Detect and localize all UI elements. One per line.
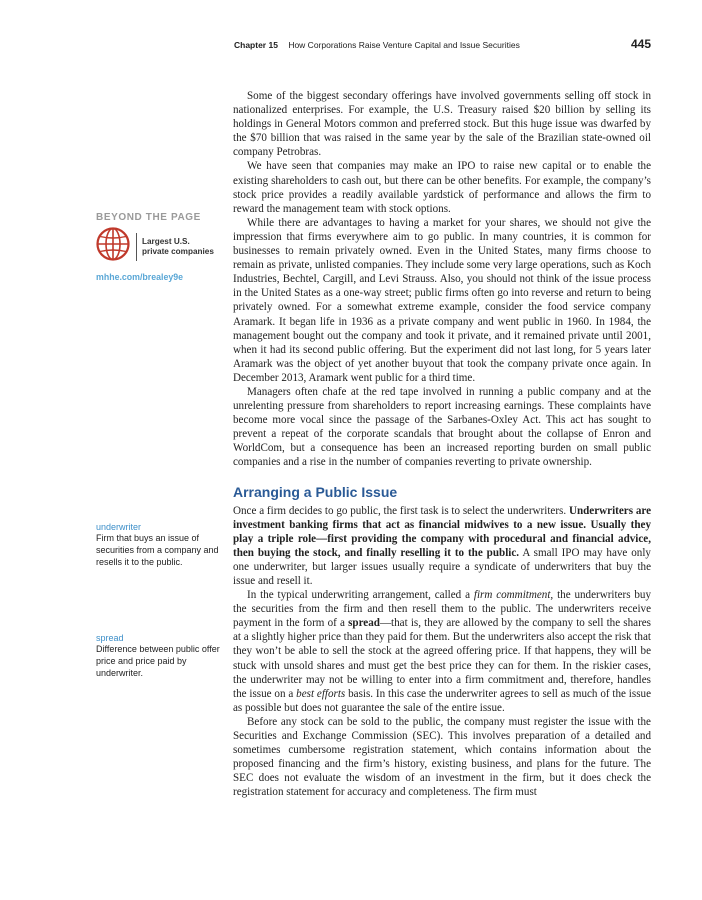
globe-icon — [96, 227, 130, 266]
beyond-the-page-label-line1: Largest U.S. — [142, 236, 190, 246]
page-number: 445 — [630, 37, 651, 51]
section-heading: Arranging a Public Issue — [233, 483, 398, 500]
bold-term: spread — [348, 617, 380, 630]
glossary-definition: Firm that buys an issue of securities from a company and resells it to the public. — [96, 533, 219, 567]
paragraph: Before any stock can be sold to the public, the company must register the issue with the Securities and Exchange Commission (SEC). This involves preparation of a detailed and sometimes cumbersome registration statement, which contains information about the proposed financing and the firm’s history, existing business, and plans for the future. The SEC does not evaluate the wisdom of an investment in the firm, but it does check the registration statement for accuracy and completeness. The firm must — [233, 715, 651, 799]
running-header — [234, 37, 651, 51]
italic-term: best efforts — [296, 687, 346, 700]
main-text — [233, 89, 651, 800]
beyond-the-page-heading: BEYOND THE PAGE — [96, 212, 201, 223]
text-run: basis. In this case the underwriter agrees to sell as much of the issue as possible but does not guarantee the sale of the entire issue. — [233, 687, 651, 714]
text-run: A small IPO may have only one underwriter, but larger issues usually require a syndicate of underwriters that buy the issue and resell it. — [233, 546, 651, 587]
glossary-spread — [96, 633, 220, 679]
text-run: Once a firm decides to go public, the first task is to select the underwriters. — [233, 504, 567, 517]
paragraph — [233, 588, 651, 715]
paragraph — [233, 504, 651, 589]
paragraph: We have seen that companies may make an IPO to raise new capital or to enable the existing shareholders to cash out, but there can be other benefits. For example, the company’s stock price provides a readily available yardstick of performance and allows the firm to reward the management team with stock options. — [233, 160, 651, 215]
italic-term: firm commitment, — [473, 589, 554, 602]
bold-definition: Underwriters are investment banking firms that act as financial midwives to a new issue. Usually they play a triple role—first providing the company with procedural and financial advice, then buying the stock, and finally reselling it to the public. — [233, 504, 652, 559]
text-run: —that is, they are allowed by the company to sell the shares at a slightly higher price than they paid for them. But the underwriters also accept the risk that they won’t be able to sell the stock at the agreed offering price. If that happens, they will be stuck with unsold shares and must get the best price they can for them. In the riskier cases, the underwriter may not be willing to enter into a firm commitment and, therefore, handles the issue on a — [233, 617, 652, 700]
glossary-term: underwriter — [96, 522, 142, 532]
text-run: the underwriters buy the securities from the firm and then resell them to the public. The underwriters receive payment in the form of a — [233, 589, 652, 630]
beyond-the-page-box — [96, 212, 214, 282]
beyond-the-page-label-line2: private companies — [142, 246, 214, 256]
chapter-title: How Corporations Raise Venture Capital and Issue Securities — [288, 40, 520, 50]
glossary-definition: Difference between public offer price and price paid by underwriter. — [96, 644, 220, 678]
paragraph: While there are advantages to having a market for your shares, we should not give the impression that firms everywhere aim to go public. In many countries, it is common for businesses to remain privately owned. Even in the United States, many firms choose to remain as private, unlisted companies. They include some very large operations, such as Koch Industries, Bechtel, Cargill, and Levi Strauss. Also, you should not think of the issue process in the United States as a one-way street; public firms often go into reverse and return to being privately owned. For a somewhat extreme example, consider the food service company Aramark. It began life in 1936 as a private company and went public in 1960. In 1984, the management bought out the company and took it private, and it remained private until 2001, when it had its second public offering. But the experiment did not last long, for 5 years later Aramark was the object of yet another buyout that took the company private once again. In December 2013, Aramark went public for a third time. — [233, 216, 651, 384]
glossary-term: spread — [96, 633, 124, 643]
chapter-label: Chapter 15 — [234, 40, 278, 50]
paragraph: Some of the biggest secondary offerings have involved governments selling off stock in nationalized enterprises. For example, the U.S. Treasury raised $20 billion by selling its holdings in General Motors common and preferred stock. But this huge issue was dwarfed by the $70 billion that was raised in the same year by the sale of the Brazilian state-owned oil company Petrobras. — [233, 90, 651, 159]
glossary-underwriter — [96, 522, 220, 568]
text-run: In the typical underwriting arrangement, called a — [247, 589, 470, 602]
paragraph: Managers often chafe at the red tape involved in running a public company and at the unrelenting pressure from shareholders to report increasing earnings. These complaints have become more vocal since the passage of the Sarbanes-Oxley Act. This act has sought to prevent a repeat of the corporate scandals that brought about the collapse of Enron and WorldCom, but a consequence has been an increased reporting burden on small public companies and a rise in the number of companies reverting to private ownership. — [233, 385, 651, 469]
beyond-the-page-link[interactable]: mhhe.com/brealey9e — [96, 272, 184, 282]
